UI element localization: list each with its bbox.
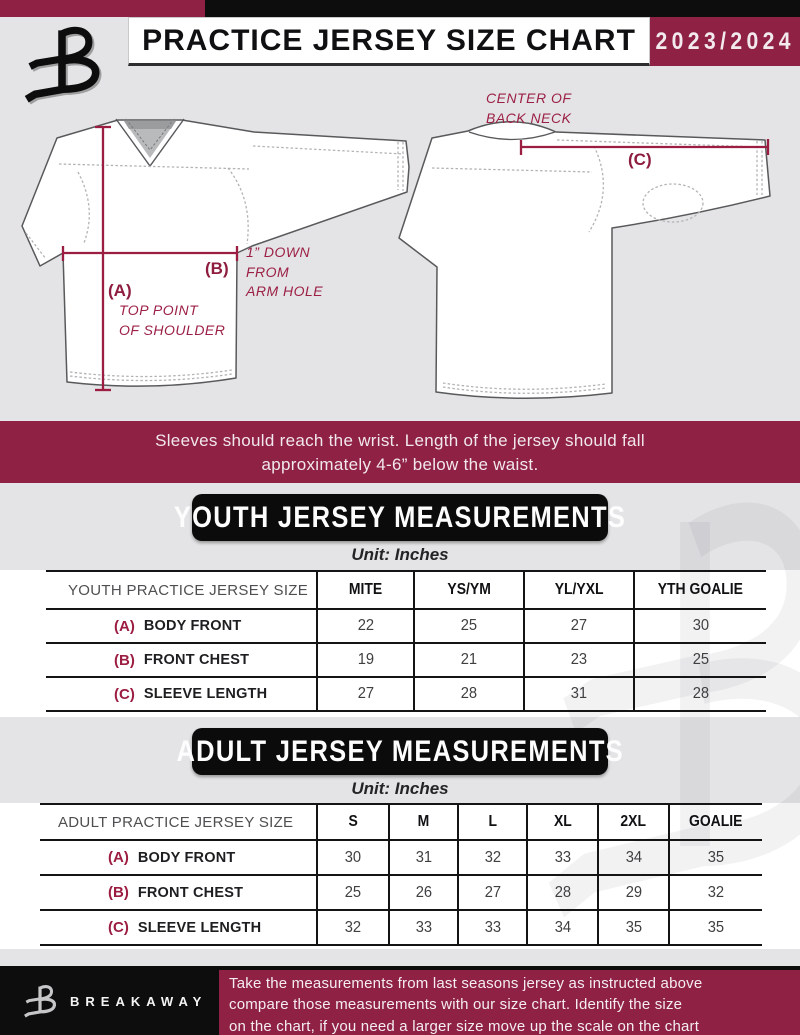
table-row: (B) FRONT CHEST 25 26 27 28 29 32 [40, 876, 762, 911]
youth-unit-label: Unit: Inches [351, 545, 449, 564]
adult-col-xl: XL [553, 813, 572, 830]
back-label-c: (C) [628, 150, 652, 169]
adult-size-table [40, 803, 762, 946]
adult-section-badge [176, 728, 624, 775]
table-row: (A) BODY FRONT 22 25 27 30 [46, 610, 766, 644]
youth-col-goalie: YTH GOALIE [657, 581, 744, 598]
adult-col-2xl: 2XL [620, 813, 647, 830]
front-collar-back-band [124, 121, 176, 129]
jersey-diagrams [0, 66, 800, 421]
notice-banner-text: Sleeves should reach the wrist. Length of the jersey should fall approximately 4-6” below the waist. [155, 431, 645, 474]
adult-section-heading: ADULT JERSEY MEASUREMENTS [176, 734, 624, 768]
front-label-b-desc: 1” DOWN FROM ARM HOLE [246, 244, 324, 299]
adult-unit-label: Unit: Inches [351, 779, 449, 798]
table-row: (B) FRONT CHEST 19 21 23 25 [46, 644, 766, 678]
season-label: 2023/2024 [655, 27, 795, 55]
table-row: (C) SLEEVE LENGTH 27 28 31 28 [46, 678, 766, 712]
top-accent-bar-black [205, 0, 800, 17]
youth-col-mite: MITE [348, 581, 383, 598]
title-box [128, 17, 650, 66]
youth-size-table [46, 570, 766, 712]
front-label-a: (A) [108, 281, 132, 300]
back-label-c-desc: CENTER OF BACK NECK [486, 90, 572, 126]
footer-breakaway-b-logo-icon [22, 979, 58, 1023]
youth-col-ysym: YS/YM [447, 581, 491, 598]
back-jersey-outline [399, 122, 770, 399]
youth-section-badge [173, 494, 627, 541]
adult-table-header-row [40, 805, 762, 841]
page-title: PRACTICE JERSEY SIZE CHART [142, 23, 636, 57]
top-accent-bar-maroon [0, 0, 205, 17]
adult-col-goalie: GOALIE [689, 813, 743, 830]
adult-col-l: L [488, 813, 497, 830]
table-row: (C) SLEEVE LENGTH 32 33 33 34 35 35 [40, 911, 762, 946]
footer-instructions: Take the measurements from last seasons jersey as instructed above compare those measurements with our size chart. Identify the size on the chart, if you need a larger size move up the scale on the chart [229, 975, 703, 1035]
youth-col-ylyxl: YL/YXL [554, 581, 604, 598]
footer-brand-name: BREAKAWAY [70, 994, 208, 1009]
adult-col-m: M [417, 813, 430, 830]
adult-col-s: S [348, 813, 358, 830]
front-label-a-desc: TOP POINT OF SHOULDER [119, 302, 226, 338]
front-label-b: (B) [205, 259, 229, 278]
youth-table-header-row [46, 572, 766, 610]
front-jersey-drawing [22, 119, 409, 390]
back-jersey-drawing [399, 122, 770, 399]
season-box [650, 17, 800, 66]
youth-section-heading: YOUTH JERSEY MEASUREMENTS [173, 500, 627, 534]
table-row: (A) BODY FRONT 30 31 32 33 34 35 [40, 841, 762, 876]
adult-table-title: ADULT PRACTICE JERSEY SIZE [58, 813, 294, 831]
youth-table-title: YOUTH PRACTICE JERSEY SIZE [68, 581, 309, 599]
